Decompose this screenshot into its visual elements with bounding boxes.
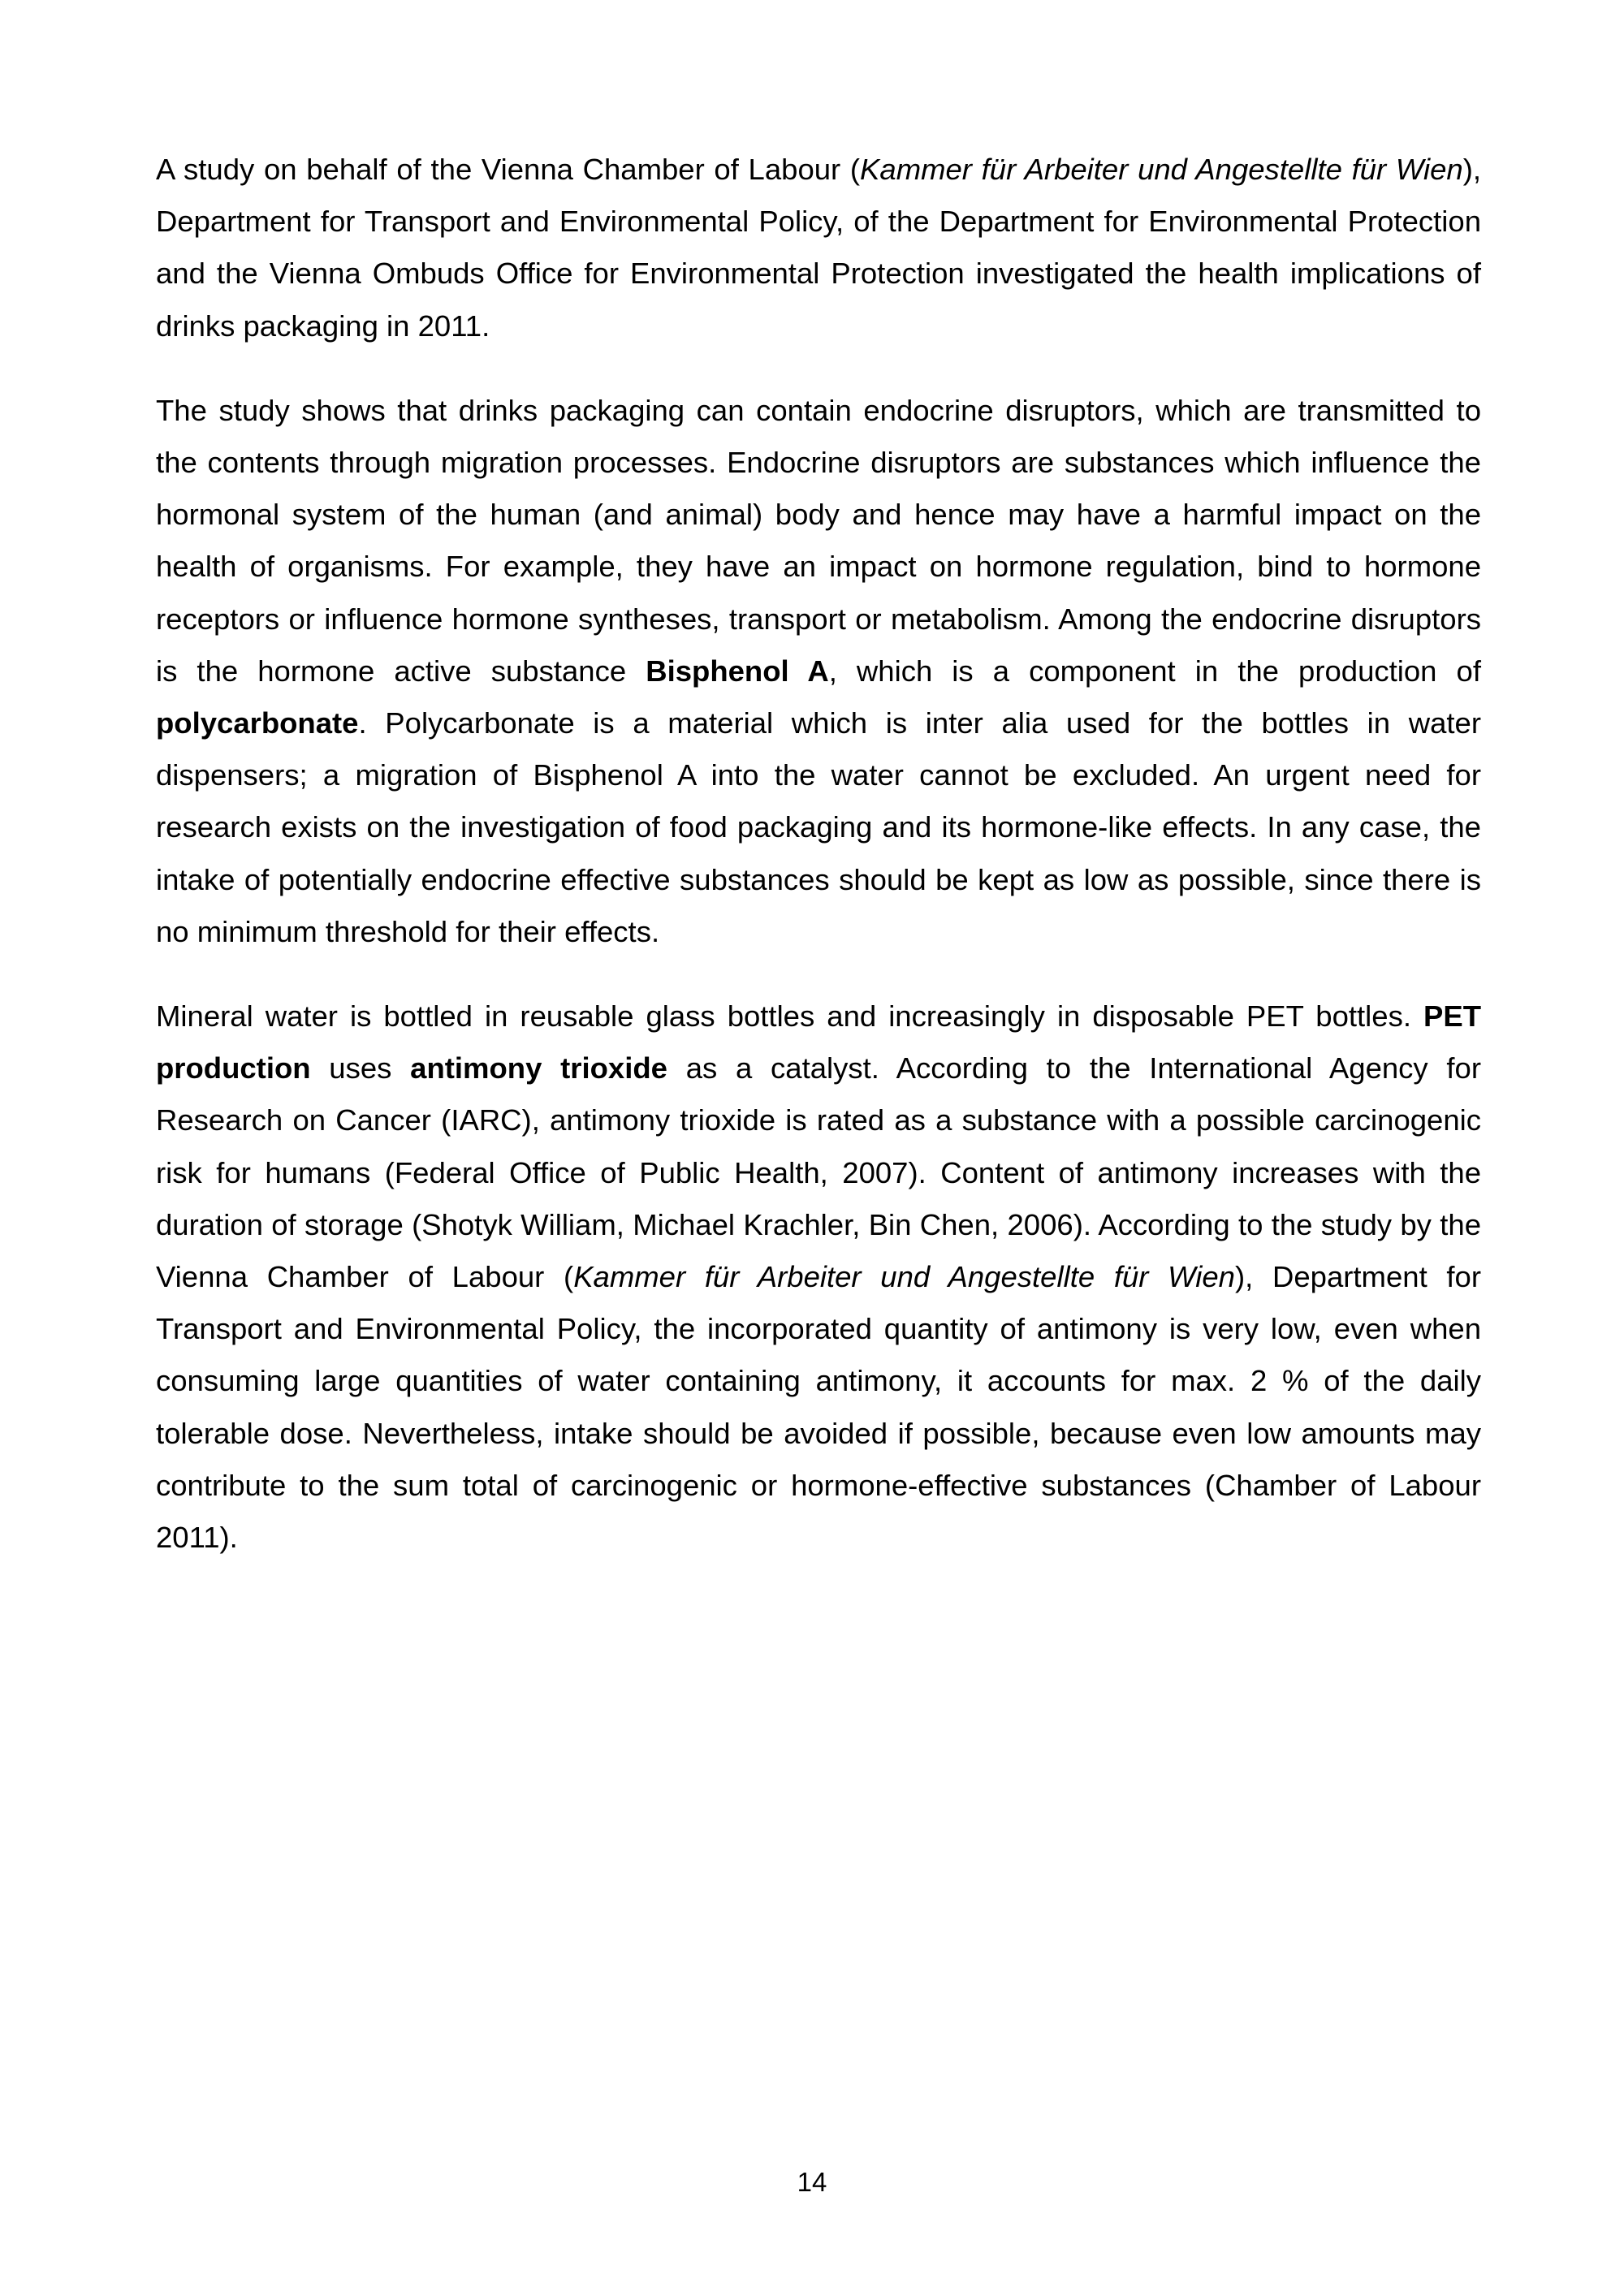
text-segment: , which is a component in the production of: [828, 654, 1481, 688]
text-segment: . Polycarbonate is a material which is inter alia used for the bottles in water dispensers; a migration of Bisphenol A into the water cannot be excluded. An urgent need for research exists on the investigation of food packaging and its hormone-like effects. In any case, the intake of potentially endocrine effective substances should be kept as low as possible, since there is no minimum threshold for their effects.: [156, 706, 1481, 948]
text-segment: ), Department for Transport and Environmental Policy, the incorporated quantity of antimony is very low, even when consuming large quantities of water containing antimony, it accounts for max. 2 % of the daily tolerable dose. Nevertheless, intake should be avoided if possible, because even low amounts may contribute to the sum total of carcinogenic or hormone-effective substances (Chamber of Labour 2011).: [156, 1260, 1482, 1555]
text-segment: The study shows that drinks packaging can contain endocrine disruptors, which are transmitted to the contents through migration processes. Endocrine disruptors are substances which influence the hormonal system of the human (and animal) body and hence may have a harmful impact on the health of organisms. For example, they have an impact on hormone regulation, bind to hormone receptors or influence hormone syntheses, transport or metabolism. Among the endocrine disruptors is the hormone active substance: [156, 393, 1481, 688]
paragraph-study-intro: [156, 144, 1481, 352]
text-segment-bold: antimony trioxide: [410, 1051, 667, 1085]
text-segment: as a catalyst. According to the International Agency for Research on Cancer (IARC), antimony trioxide is rated as a substance with a possible carcinogenic risk for humans (Federal Office of Public Health, 2007). Content of antimony increases with the duration of storage (Shotyk William, Michael Krachler, Bin Chen, 2006). According to the study by the Vienna Chamber of Labour (: [156, 1051, 1481, 1294]
text-segment-italic: Kammer für Arbeiter und Angestellte für Wien: [860, 153, 1463, 186]
paragraph-endocrine-disruptors: [156, 385, 1481, 958]
text-segment-bold: PET production: [156, 999, 1481, 1085]
paragraph-mineral-water: [156, 990, 1481, 1564]
text-segment: uses: [310, 1051, 411, 1085]
text-segment: Mineral water is bottled in reusable glass bottles and increasingly in disposable PET bottles.: [156, 999, 1423, 1034]
page-number: 14: [797, 2167, 827, 2197]
text-segment: A study on behalf of the Vienna Chamber of Labour (: [156, 153, 861, 186]
text-segment-bold: polycarbonate: [156, 706, 359, 740]
text-segment: ), Department for Transport and Environmental Policy, of the Department for Environmental Protection and the Vienna Ombuds Office for Environmental Protection investigated the health implications of drinks packaging in 2011.: [156, 153, 1481, 343]
text-segment-italic: Kammer für Arbeiter und Angestellte für Wien: [573, 1260, 1235, 1294]
body-text: [156, 144, 1481, 1596]
text-segment-bold: Bisphenol A: [646, 654, 829, 688]
